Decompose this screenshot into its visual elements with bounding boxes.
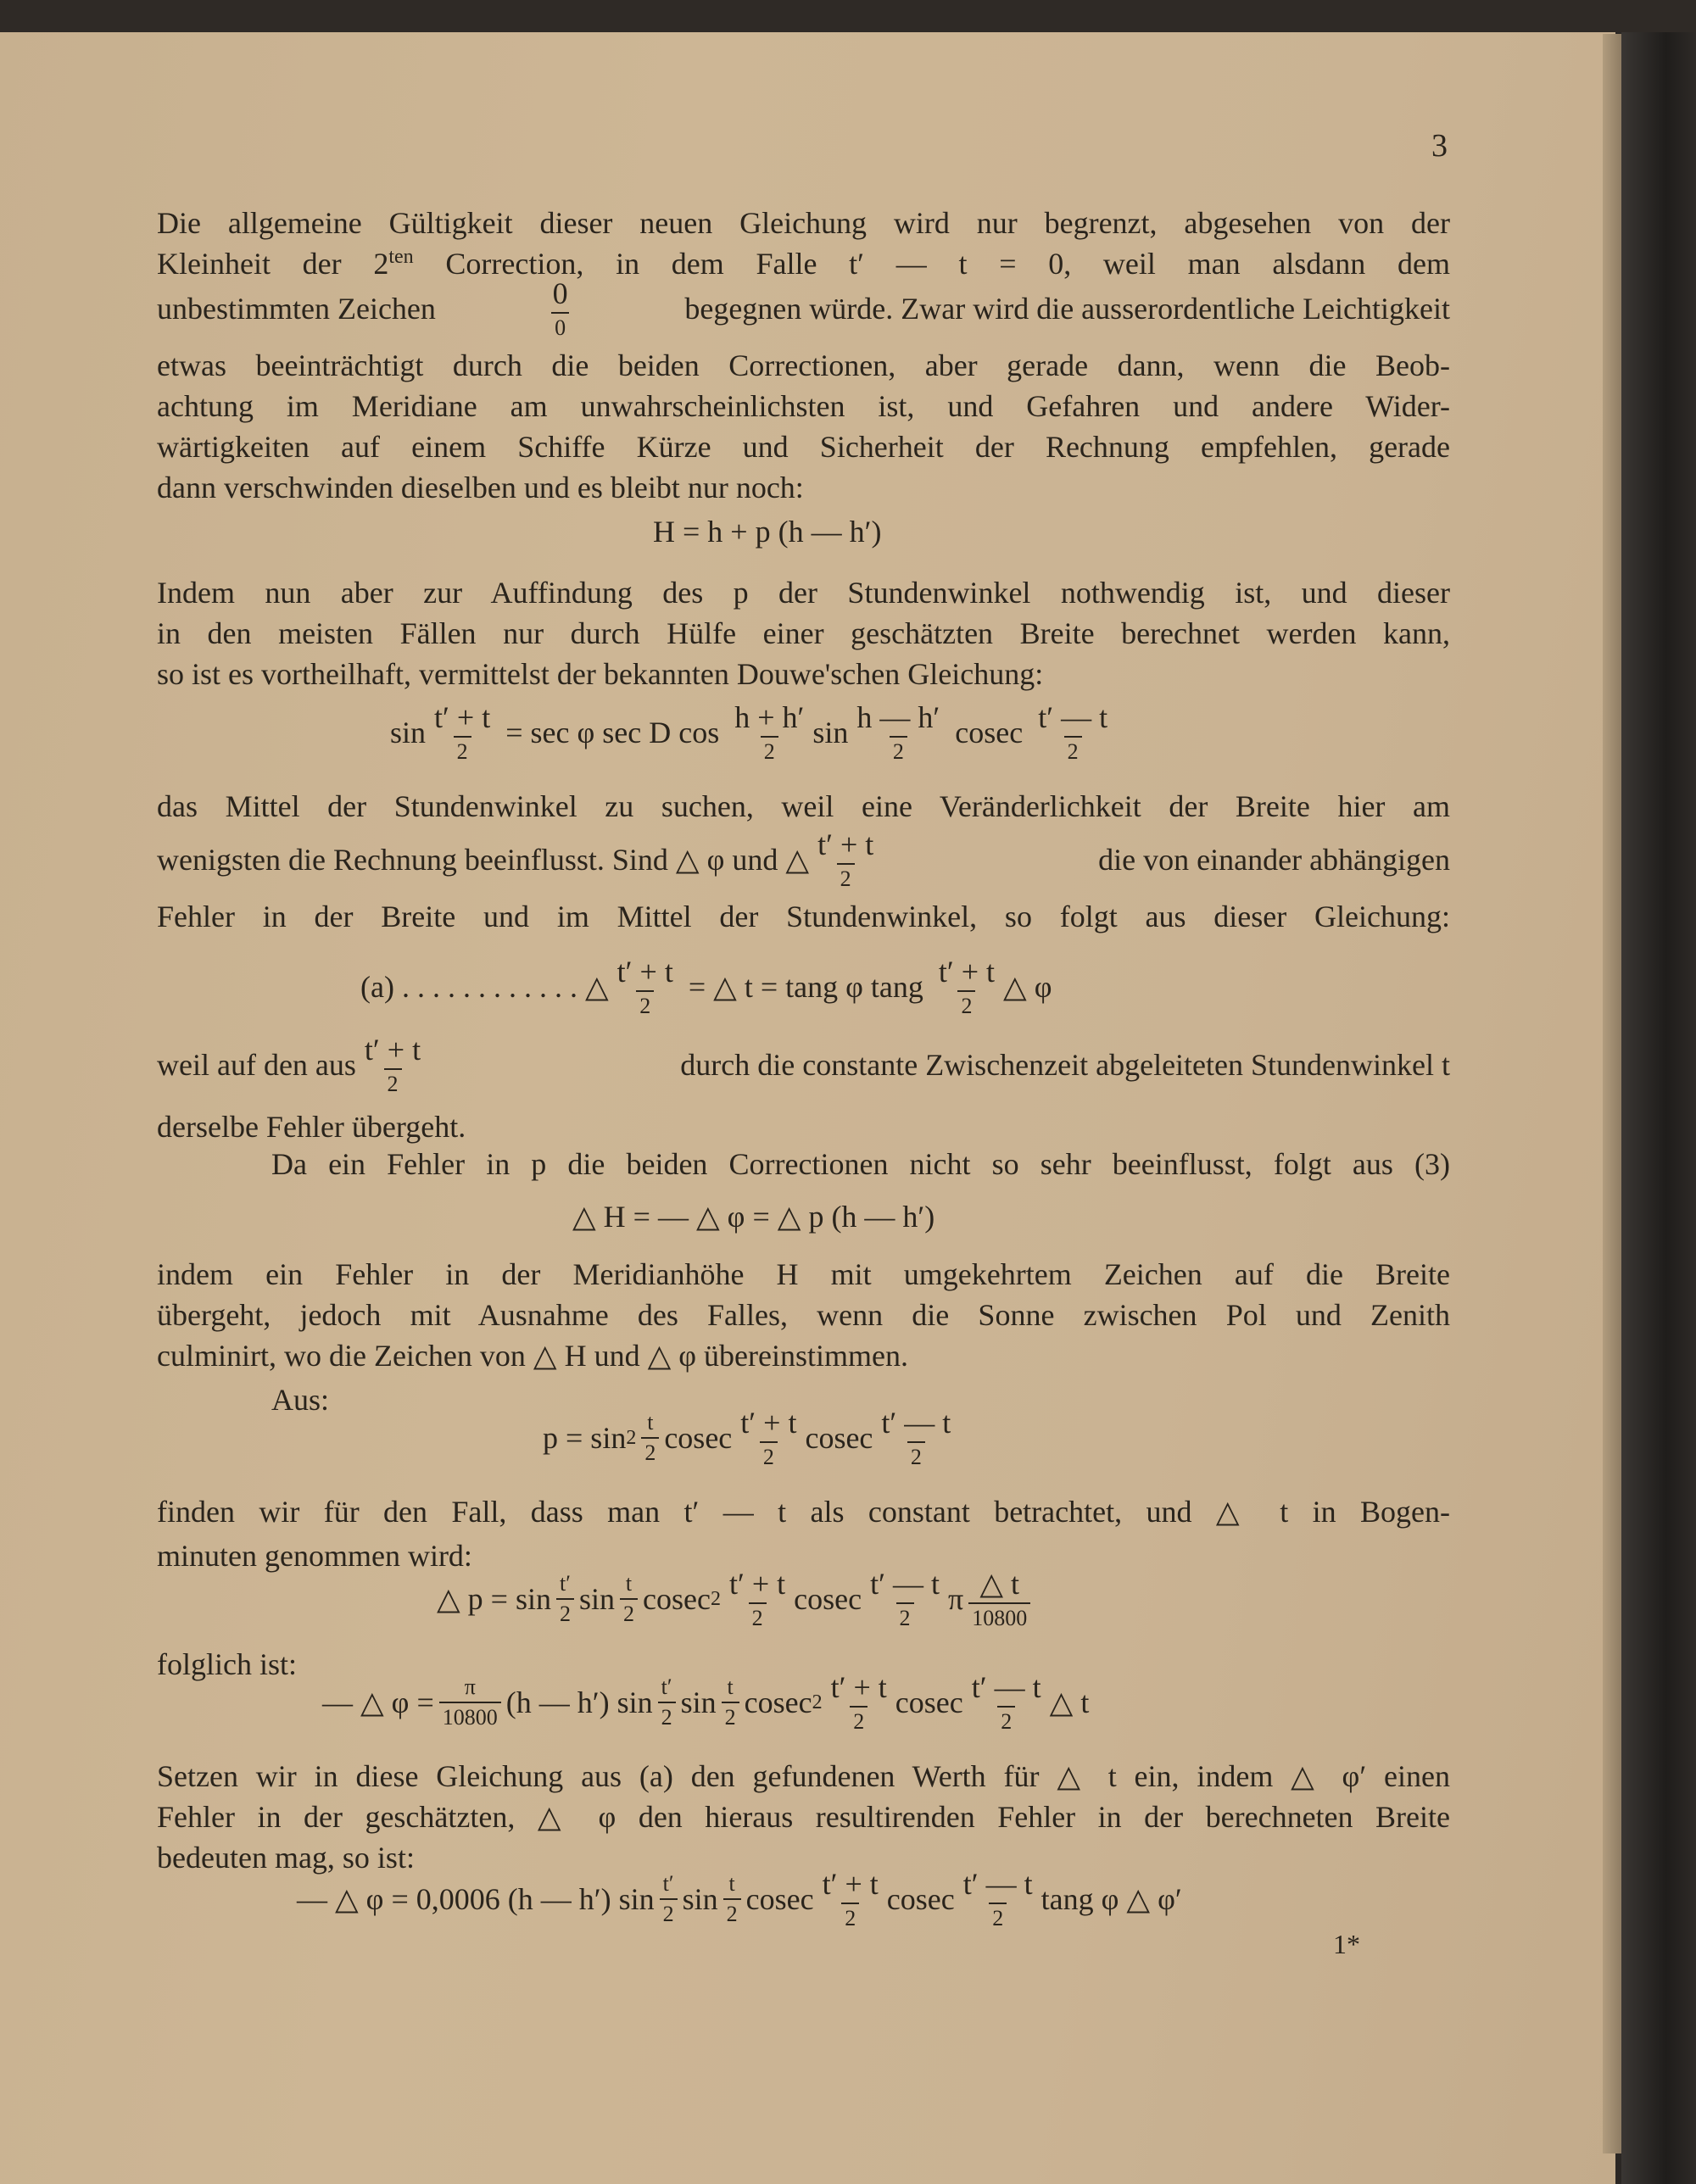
equation-a: (a) . . . . . . . . . . . . △ $\frac{t' + t}{2}$ = △ t = tang φ tang $\frac{t' + t}{2}$ △ φ: [360, 955, 1052, 1018]
equation-delta-p: △ p = sin $\frac{t'}{2}$ sin $\frac{t}{2}$ cosec 2 $\frac{t' + t}{2}$ cosec $\frac{t' — t}{2}$ π $\frac{\triangle t}{10800}$: [437, 1568, 1035, 1630]
fraction: $\frac{t' + t}{2}$: [822, 1867, 879, 1930]
fraction: $\frac{t' + t}{2}$: [364, 1033, 421, 1096]
text-line-with-fraction: unbestimmten Zeichen $\frac{0}{0}$ begegnen würde. Zwar wird die ausserordentliche Leichtigkeit: [157, 276, 1450, 340]
fraction: $\frac{t' + t}{2}$: [728, 1567, 786, 1630]
text-line: finden wir für den Fall, dass man t′ — t als constant betrachtet, und △ t in Bogen-: [157, 1495, 1450, 1529]
text-line: wärtigkeiten auf einem Schiffe Kürze und Sicherheit der Rechnung empfehlen, gerade: [157, 430, 1450, 464]
text-line: derselbe Fehler übergeht.: [157, 1110, 466, 1144]
equation-1: H = h + p (h — h′): [653, 515, 882, 549]
fraction: $\frac{h + h'}{2}$: [734, 700, 805, 764]
text-line: Setzen wir in diese Gleichung aus (a) den gefundenen Werth für △ t ein, indem △ φ′ einen: [157, 1759, 1450, 1793]
fraction: $\frac{t' — t}{2}$: [971, 1670, 1041, 1734]
text-line: Aus:: [271, 1383, 330, 1417]
text-line: Indem nun aber zur Auffindung des p der Stundenwinkel nothwendig ist, und dieser: [157, 576, 1450, 610]
fraction: $\frac{t'}{2}$: [660, 1873, 678, 1925]
text-line: Da ein Fehler in p die beiden Correctionen nicht so sehr beeinflusst, folgt aus (3): [271, 1147, 1450, 1181]
fraction: $\frac{t'}{2}$: [556, 1573, 574, 1625]
text-line-with-fraction: weil auf den aus $\frac{t' + t}{2}$ durch die constante Zwischenzeit abgeleiteten Stundenwinkel t: [157, 1033, 1450, 1096]
fraction: $\frac{h — h'}{2}$: [856, 700, 940, 764]
text-line: so ist es vortheilhaft, vermittelst der bekannten Douwe'schen Gleichung:: [157, 657, 1044, 691]
text-line: in den meisten Fällen nur durch Hülfe einer geschätzten Breite berechnet werden kann,: [157, 616, 1450, 650]
fraction: $\frac{t}{2}$: [641, 1412, 659, 1464]
fraction: $\frac{t' — t}{2}$: [1038, 700, 1108, 764]
fraction: $\frac{t' — t}{2}$: [962, 1867, 1033, 1930]
fraction: $\frac{t' + t}{2}$: [830, 1670, 887, 1734]
text-line: übergeht, jedoch mit Ausnahme des Falles, wenn die Sonne zwischen Pol und Zenith: [157, 1298, 1450, 1332]
equation-douwe: sin $\frac{t' + t}{2}$ = sec φ sec D cos $\frac{h + h'}{2}$ sin $\frac{h — h'}{2}$ cosec $\frac{t' — t}{2}$: [390, 702, 1116, 763]
text-line: Fehler in der Breite und im Mittel der Stundenwinkel, so folgt aus dieser Gleichung:: [157, 900, 1450, 933]
fraction: $\frac{\pi}{10800}$: [439, 1676, 501, 1729]
text-line: Fehler in der geschätzten, △ φ den hieraus resultirenden Fehler in der berechneten Breite: [157, 1800, 1450, 1834]
fraction: $\frac{\triangle t}{10800}$: [968, 1568, 1030, 1630]
fraction: $\frac{t' — t}{2}$: [870, 1567, 940, 1630]
fraction: $\frac{t' + t}{2}$: [740, 1406, 797, 1469]
fraction: $\frac{t' + t}{2}$: [817, 827, 874, 891]
scan-border: [0, 0, 1696, 32]
page-edge: [1603, 34, 1621, 2153]
text-line: bedeuten mag, so ist:: [157, 1841, 415, 1875]
text-line: folglich ist:: [157, 1647, 297, 1681]
fraction: $\frac{t}{2}$: [723, 1873, 741, 1925]
text-line: minuten genommen wird:: [157, 1539, 472, 1573]
equation-delta-h: △ H = — △ φ = △ p (h — h′): [572, 1200, 935, 1234]
text-line: culminirt, wo die Zeichen von △ H und △ φ übereinstimmen.: [157, 1339, 908, 1373]
text-line: etwas beeinträchtigt durch die beiden Correctionen, aber gerade dann, wenn die Beob-: [157, 348, 1450, 382]
fraction: $\frac{t' — t}{2}$: [881, 1406, 951, 1469]
page-number: 3: [1431, 128, 1448, 164]
fraction: $\frac{t}{2}$: [620, 1573, 638, 1625]
fraction: $\frac{0}{0}$: [552, 276, 568, 340]
text-line: Kleinheit der $2^{ten}$ Correction, in dem Falle t′ — t = 0, weil man alsdann dem: [157, 246, 1450, 281]
text-line: indem ein Fehler in der Meridianhöhe H mit umgekehrtem Zeichen auf die Breite: [157, 1257, 1450, 1291]
text-line-with-fraction: wenigsten die Rechnung beeinflusst. Sind △ φ und △ $\frac{t' + t}{2}$ die von einander abhängigen: [157, 827, 1450, 891]
text-line: Die allgemeine Gültigkeit dieser neuen Gleichung wird nur begrenzt, abgesehen von der: [157, 206, 1450, 240]
text-line: dann verschwinden dieselben und es bleibt nur noch:: [157, 471, 804, 504]
fraction: $\frac{t}{2}$: [722, 1676, 739, 1729]
fraction: $\frac{t' + t}{2}$: [938, 955, 996, 1018]
fraction: $\frac{t'}{2}$: [658, 1676, 676, 1729]
text-line: achtung im Meridiane am unwahrscheinlichsten ist, und Gefahren und andere Wider-: [157, 389, 1450, 423]
fraction: $\frac{t' + t}{2}$: [616, 955, 673, 1018]
equation-delta-phi: — △ φ = $\frac{\pi}{10800}$ (h — h′) sin $\frac{t'}{2}$ sin $\frac{t}{2}$ cosec 2 $\frac{t' + t}{2}$ cosec $\frac{t' — t}{2}$ △ t: [322, 1670, 1090, 1734]
fraction: $\frac{t' + t}{2}$: [434, 700, 491, 764]
text-line: das Mittel der Stundenwinkel zu suchen, weil eine Veränderlichkeit der Breite hier am: [157, 789, 1450, 823]
book-cover-edge: [1621, 0, 1696, 2184]
signature-mark: 1*: [1333, 1929, 1360, 1959]
equation-p: p = sin 2 $\frac{t}{2}$ cosec $\frac{t' + t}{2}$ cosec $\frac{t' — t}{2}$: [543, 1407, 959, 1468]
equation-final: — △ φ = 0,0006 (h — h′) sin $\frac{t'}{2}$ sin $\frac{t}{2}$ cosec $\frac{t' + t}{2}$ cosec $\frac{t' — t}{2}$ tang φ △ φ′: [297, 1867, 1182, 1930]
